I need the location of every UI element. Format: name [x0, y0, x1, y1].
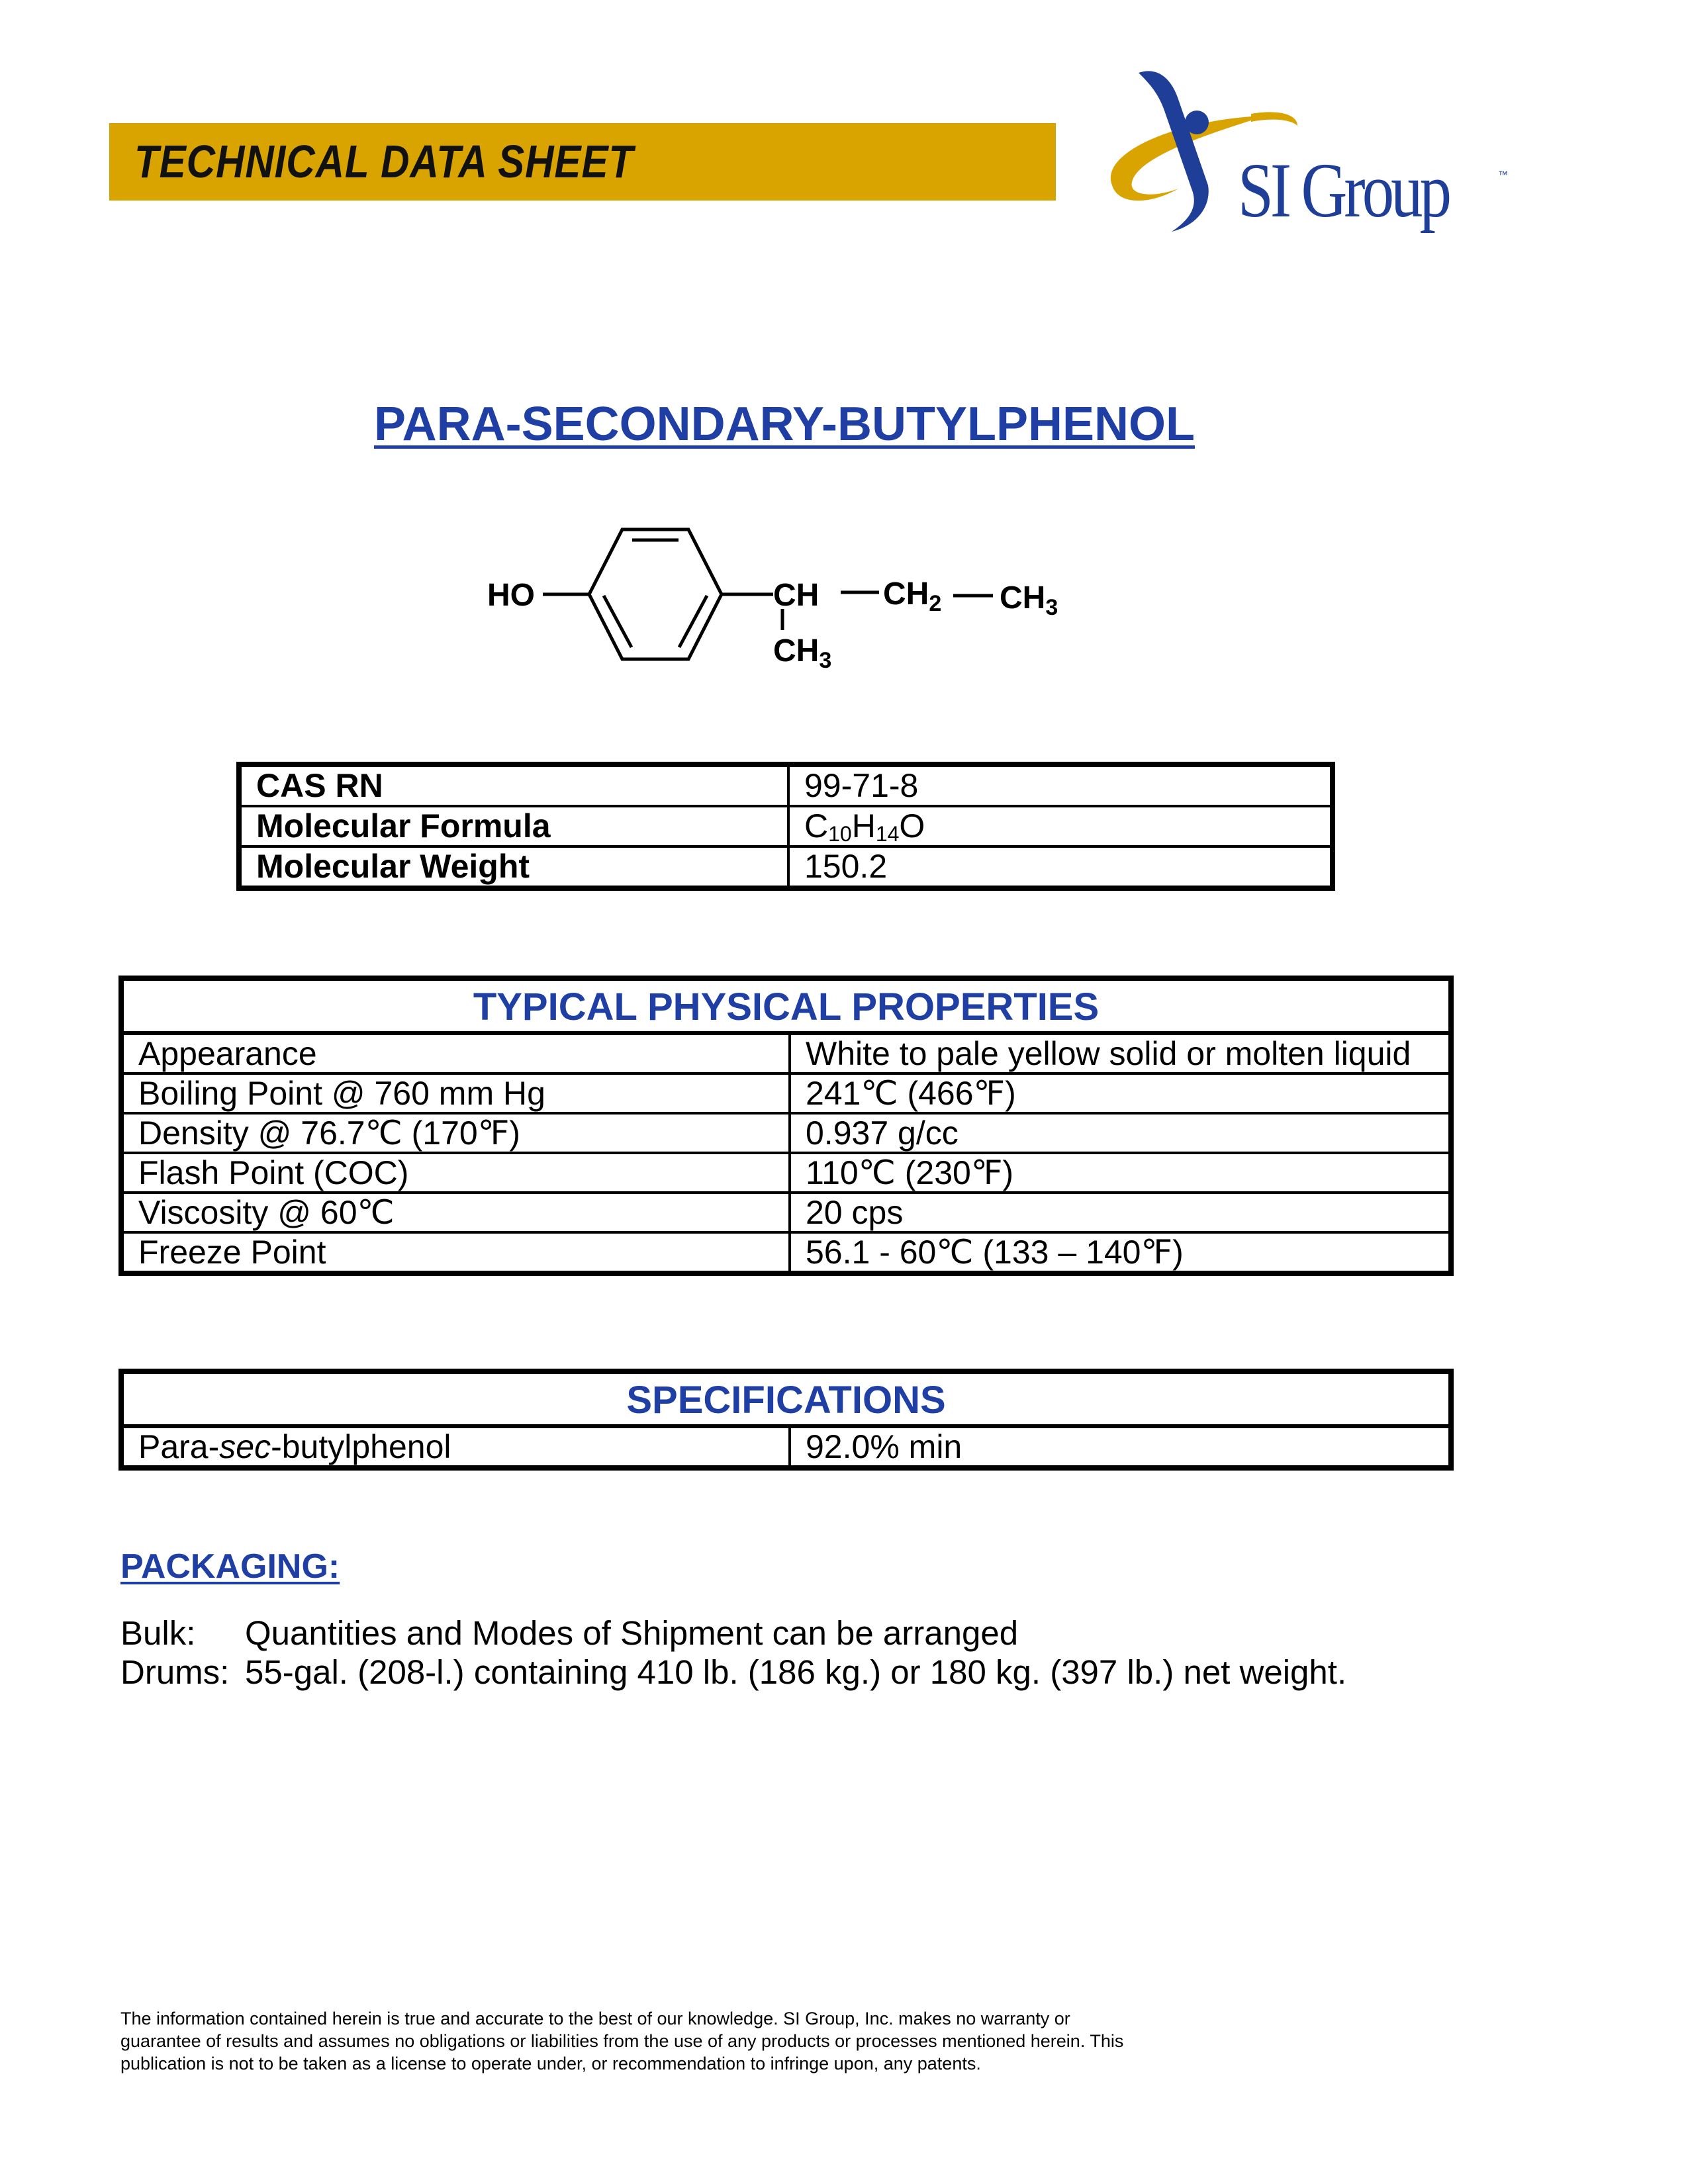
si-group-logo	[1099, 53, 1523, 251]
logo-text: SI Group	[1238, 147, 1449, 234]
branch-methyl-group: $CH_3$	[773, 633, 832, 673]
property-label: Viscosity @ 60℃	[124, 1193, 790, 1232]
formula-value: $C_{10}H_{14}O$	[788, 806, 1333, 846]
bulk-text: Quantities and Modes of Shipment can be arranged	[245, 1614, 1019, 1652]
specifications-table	[118, 1369, 1454, 1471]
product-title: PARA-SECONDARY-BUTYLPHENOL	[373, 398, 1196, 451]
methine-group: CH	[773, 578, 820, 613]
bulk-label: Bulk:	[120, 1614, 196, 1652]
packaging-bulk	[120, 1614, 1018, 1653]
disclaimer-line: guarantee of results and assumes no obligations or liabilities from the use of any products or processes mentioned herein. This	[120, 2031, 1124, 2051]
drums-text: 55-gal. (208-l.) containing 410 lb. (186 kg.) or 180 kg. (397 lb.) net weight.	[245, 1653, 1347, 1691]
packaging-drums	[120, 1653, 1346, 1692]
disclaimer-line: The information contained herein is true and accurate to the best of our knowledge. SI Group, Inc. makes no warranty or	[120, 2009, 1070, 2028]
property-value: 241℃ (466℉)	[790, 1073, 1448, 1113]
table-row	[124, 1073, 1448, 1113]
table-row	[124, 1193, 1448, 1232]
table-row	[124, 1232, 1448, 1271]
table-row	[124, 1113, 1448, 1153]
methylene-group: $CH_2$	[883, 576, 942, 616]
logo-trademark: ™	[1498, 169, 1508, 181]
weight-label: Molecular Weight	[239, 846, 788, 888]
property-label: Flash Point (COC)	[124, 1153, 790, 1193]
drums-label: Drums:	[120, 1653, 230, 1691]
disclaimer	[120, 2007, 1378, 2075]
table-row	[124, 1153, 1448, 1193]
spec-value: 92.0% min	[790, 1428, 1448, 1465]
specifications-heading: SPECIFICATIONS	[124, 1374, 1448, 1428]
property-label: Freeze Point	[124, 1232, 790, 1271]
property-label: Density @ 76.7℃ (170℉)	[124, 1113, 790, 1153]
property-value: 56.1 - 60℃ (133 – 140℉)	[790, 1232, 1448, 1271]
weight-value: 150.2	[788, 846, 1333, 888]
property-label: Appearance	[124, 1035, 790, 1073]
cas-label: CAS RN	[239, 764, 788, 806]
property-value: 0.937 g/cc	[790, 1113, 1448, 1153]
property-label: Boiling Point @ 760 mm Hg	[124, 1073, 790, 1113]
table-row	[124, 1035, 1448, 1073]
terminal-methyl-group: $CH_3$	[1000, 580, 1058, 620]
formula-label: Molecular Formula	[239, 806, 788, 846]
banner-title: TECHNICAL DATA SHEET	[134, 136, 634, 187]
properties-heading: TYPICAL PHYSICAL PROPERTIES	[124, 981, 1448, 1035]
spec-label: Para-sec-butylphenol	[124, 1428, 790, 1465]
table-row	[239, 846, 1333, 888]
disclaimer-line: publication is not to be taken as a license to operate under, or recommendation to infringe upon, any patents.	[120, 2054, 981, 2073]
table-row	[124, 1428, 1448, 1465]
property-value: White to pale yellow solid or molten liquid	[790, 1035, 1448, 1073]
packaging-heading: PACKAGING:	[120, 1547, 340, 1586]
table-row	[239, 806, 1333, 846]
hydroxyl-group: HO	[487, 578, 535, 613]
property-value: 20 cps	[790, 1193, 1448, 1232]
chemical-structure	[483, 516, 1105, 695]
table-row	[239, 764, 1333, 806]
identity-table	[236, 762, 1335, 891]
cas-value: 99-71-8	[788, 764, 1333, 806]
property-value: 110℃ (230℉)	[790, 1153, 1448, 1193]
header-banner	[109, 123, 1056, 201]
physical-properties-table	[118, 976, 1454, 1276]
